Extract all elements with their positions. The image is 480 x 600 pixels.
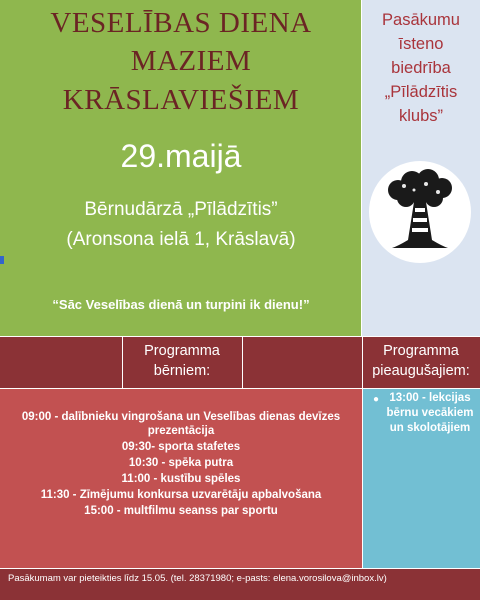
program-item: 09:00 - dalībnieku vingrošana un Veselības dienas devīzes <box>21 411 341 423</box>
heading-line: Programma <box>383 343 459 359</box>
registration-info: Pasākumam var pieteikties līdz 15.05. (tel. 28371980; e-pasts: elena.vorosilova@inbox.lv) <box>8 573 387 584</box>
tree-logo-icon <box>368 160 472 264</box>
organizer-line: biedrība <box>391 59 451 77</box>
adults-program-item <box>384 391 476 436</box>
header-cell <box>242 336 362 388</box>
organizer-line: klubs” <box>398 107 443 125</box>
program-item-line: 13:00 - lekcijas <box>389 392 471 404</box>
organizer-line: „Pīlādzītis <box>384 83 458 101</box>
program-item-line: un skolotājiem <box>389 422 471 434</box>
title-line-2: MAZIEM <box>130 45 252 77</box>
program-item: 10:30 - spēka putra <box>128 457 234 469</box>
heading-line: pieaugušajiem: <box>372 363 470 379</box>
event-date: 29.maijā <box>120 138 242 174</box>
heading-line: bērniem: <box>153 363 211 379</box>
organizer-text <box>362 8 480 128</box>
program-item: 11:30 - Zīmējumu konkursa uzvarētāju apbalvošana <box>40 489 322 501</box>
event-place: Bērnudārzā „Pīlādzītis” <box>84 199 278 220</box>
kids-program-heading <box>122 341 242 381</box>
program-item: 15:00 - multfilmu seanss par sportu <box>84 505 278 517</box>
resize-handle[interactable] <box>0 256 4 264</box>
event-address: (Aronsona ielā 1, Krāslavā) <box>66 229 296 250</box>
program-item-line: bērnu vecākiem <box>386 407 474 419</box>
organizer-line: īsteno <box>398 35 444 53</box>
slogan: “Sāc Veselības dienā un turpini ik dienu!” <box>52 297 310 312</box>
organizer-line: Pasākumu <box>382 11 460 29</box>
program-item: 11:00 - kustību spēles <box>121 473 241 485</box>
program-item: 09:30- sporta stafetes <box>121 441 241 453</box>
title-line-1: VESELĪBAS DIENA <box>50 7 312 39</box>
bullet-icon: ● <box>373 394 380 405</box>
program-item: prezentācija <box>147 425 215 437</box>
adults-program-heading <box>362 341 480 381</box>
heading-line: Programma <box>144 343 220 359</box>
title-line-3: KRĀSLAVIEŠIEM <box>62 84 300 116</box>
